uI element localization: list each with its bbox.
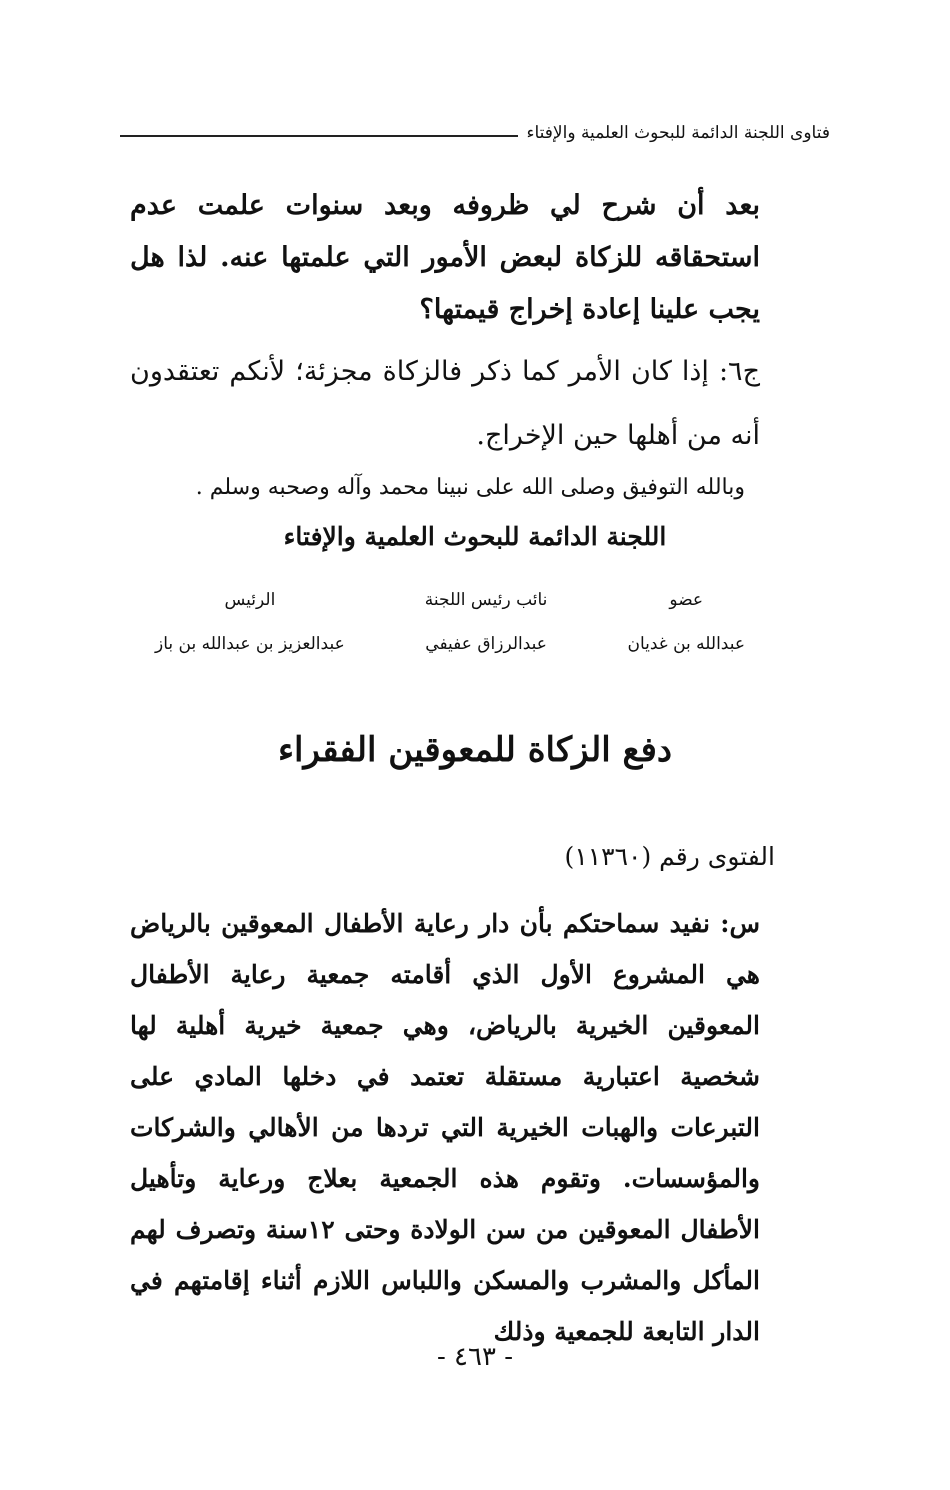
running-header-title: فتاوى اللجنة الدائمة للبحوث العلمية والإفتاء xyxy=(526,123,830,143)
signature-member xyxy=(627,585,745,659)
signature-name: عبدالعزيز بن عبدالله بن باز xyxy=(155,634,345,654)
signature-name: عبدالرزاق عفيفي xyxy=(425,634,547,654)
signature-role: الرئيس xyxy=(224,590,276,610)
signature-name: عبدالله بن غديان xyxy=(627,634,745,654)
signature-role: عضو xyxy=(669,590,704,610)
header-rule xyxy=(120,135,518,137)
section-title: دفع الزكاة للمعوقين الفقراء xyxy=(278,730,672,770)
fatwa-number: الفتوى رقم (١١٣٦٠) xyxy=(564,842,775,871)
signature-vice-chair xyxy=(425,585,548,659)
question-continuation: بعد أن شرح لي ظروفه وبعد سنوات علمت عدم استحقاقه للزكاة لبعض الأمور التي علمتها عنه. لذا هل يجب علينا إعادة إخراج قيمتها؟ xyxy=(130,190,760,325)
page-number: - ٤٦٣ - xyxy=(436,1342,514,1372)
signature-block xyxy=(155,585,745,659)
signature-chair xyxy=(155,585,345,659)
committee-title: اللجنة الدائمة للبحوث العلمية والإفتاء xyxy=(283,522,667,551)
answer-paragraph: ج٦: إذا كان الأمر كما ذكر فالزكاة مجزئة؛ لأنكم تعتقدون أنه من أهلها حين الإخراج. xyxy=(130,356,760,451)
signature-role: نائب رئيس اللجنة xyxy=(424,590,548,610)
closing-invocation: وبالله التوفيق وصلى الله على نبينا محمد وآله وصحبه وسلم . xyxy=(195,475,745,500)
running-header xyxy=(120,118,830,148)
question-paragraph: س: نفيد سماحتكم بأن دار رعاية الأطفال المعوقين بالرياض هي المشروع الأول الذي أقامته جمعية رعاية الأطفال المعوقين الخيرية بالرياض، وهي جمعية خيرية أهلية لها شخصية اعتبارية مستقلة تعتمد في دخلها المادي على التبرعات والهبات الخيرية التي تردها من الأهالي والشركات والمؤسسات. وتقوم هذه الجمعية بعلاج ورعاية وتأهيل الأطفال المعوقين من سن الولادة وحتى ١٢سنة وتصرف لهم المأكل والمشرب والمسكن واللباس اللازم أثناء إقامتهم في الدار التابعة للجمعية وذلك xyxy=(130,909,760,1346)
